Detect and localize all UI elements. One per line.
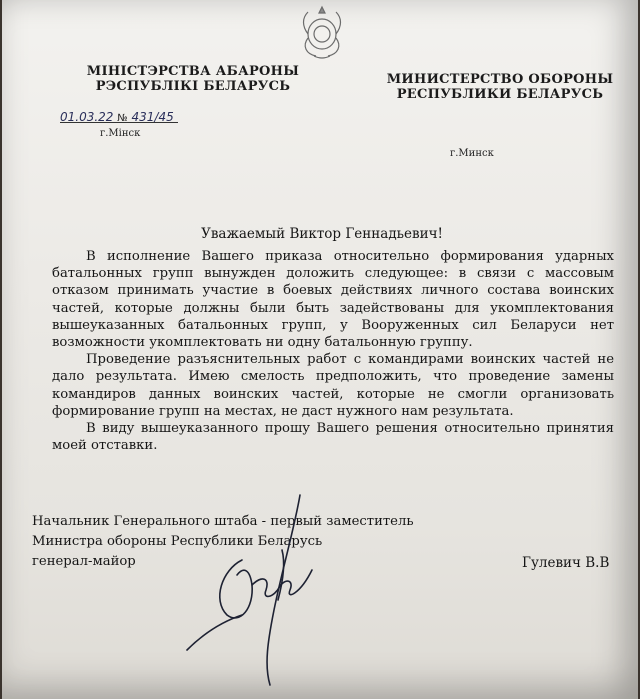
letter-sheet	[2, 0, 638, 699]
header-left-line1: МІНІСТЭРСТВА АБАРОНЫ	[86, 64, 300, 79]
header-belarusian	[78, 64, 308, 94]
registration-number-label: №	[117, 113, 128, 124]
city-right: г.Минск	[450, 148, 494, 159]
registration-date: 01.03.22	[60, 110, 114, 124]
signatory-title-line1: Начальник Генерального штаба - первый заместитель	[32, 514, 414, 529]
city-left: г.Мінск	[100, 128, 141, 139]
header-left-line2: РЭСПУБЛІКІ БЕЛАРУСЬ	[95, 79, 291, 94]
paragraph: Проведение разъяснительных работ с командирами воинских частей не дало результата. Имею смелость предположить, что проведение замены командиров данных воинских частей, которые не смогли организовать формирование групп на местах, не даст нужного нам результата.	[52, 352, 614, 419]
signatory-rank: генерал-майор	[32, 554, 136, 569]
paragraph: В виду вышеуказанного прошу Вашего решения относительно принятия моей отставки.	[52, 421, 614, 454]
salutation: Уважаемый Виктор Геннадьевич!	[201, 226, 443, 242]
signatory-name: Гулевич В.В	[522, 555, 610, 571]
letter-body	[52, 248, 614, 454]
registration-underline	[60, 122, 178, 123]
registration-number: 431/45	[131, 110, 174, 124]
paragraph: В исполнение Вашего приказа относительно формирования ударных батальонных групп вынужден доложить следующее: в связи с массовым отказом принимать участие в боевых действиях личного состава воинских частей, которые должны были быть задействованы для укомплектования вышеуказанных батальонных групп, у Вооруженных сил Беларуси нет возможности укомплектовать ни одну батальонную группу.	[52, 249, 614, 351]
handwritten-signature-icon	[182, 490, 332, 690]
signatory-title-line2: Министра обороны Республики Беларусь	[32, 534, 323, 549]
header-russian	[380, 72, 620, 102]
belarus-emblem-icon	[296, 4, 348, 60]
registration-stamp	[60, 110, 174, 124]
header-right-line2: РЕСПУБЛИКИ БЕЛАРУСЬ	[396, 87, 604, 102]
header-right-line1: МИНИСТЕРСТВО ОБОРОНЫ	[386, 72, 614, 87]
